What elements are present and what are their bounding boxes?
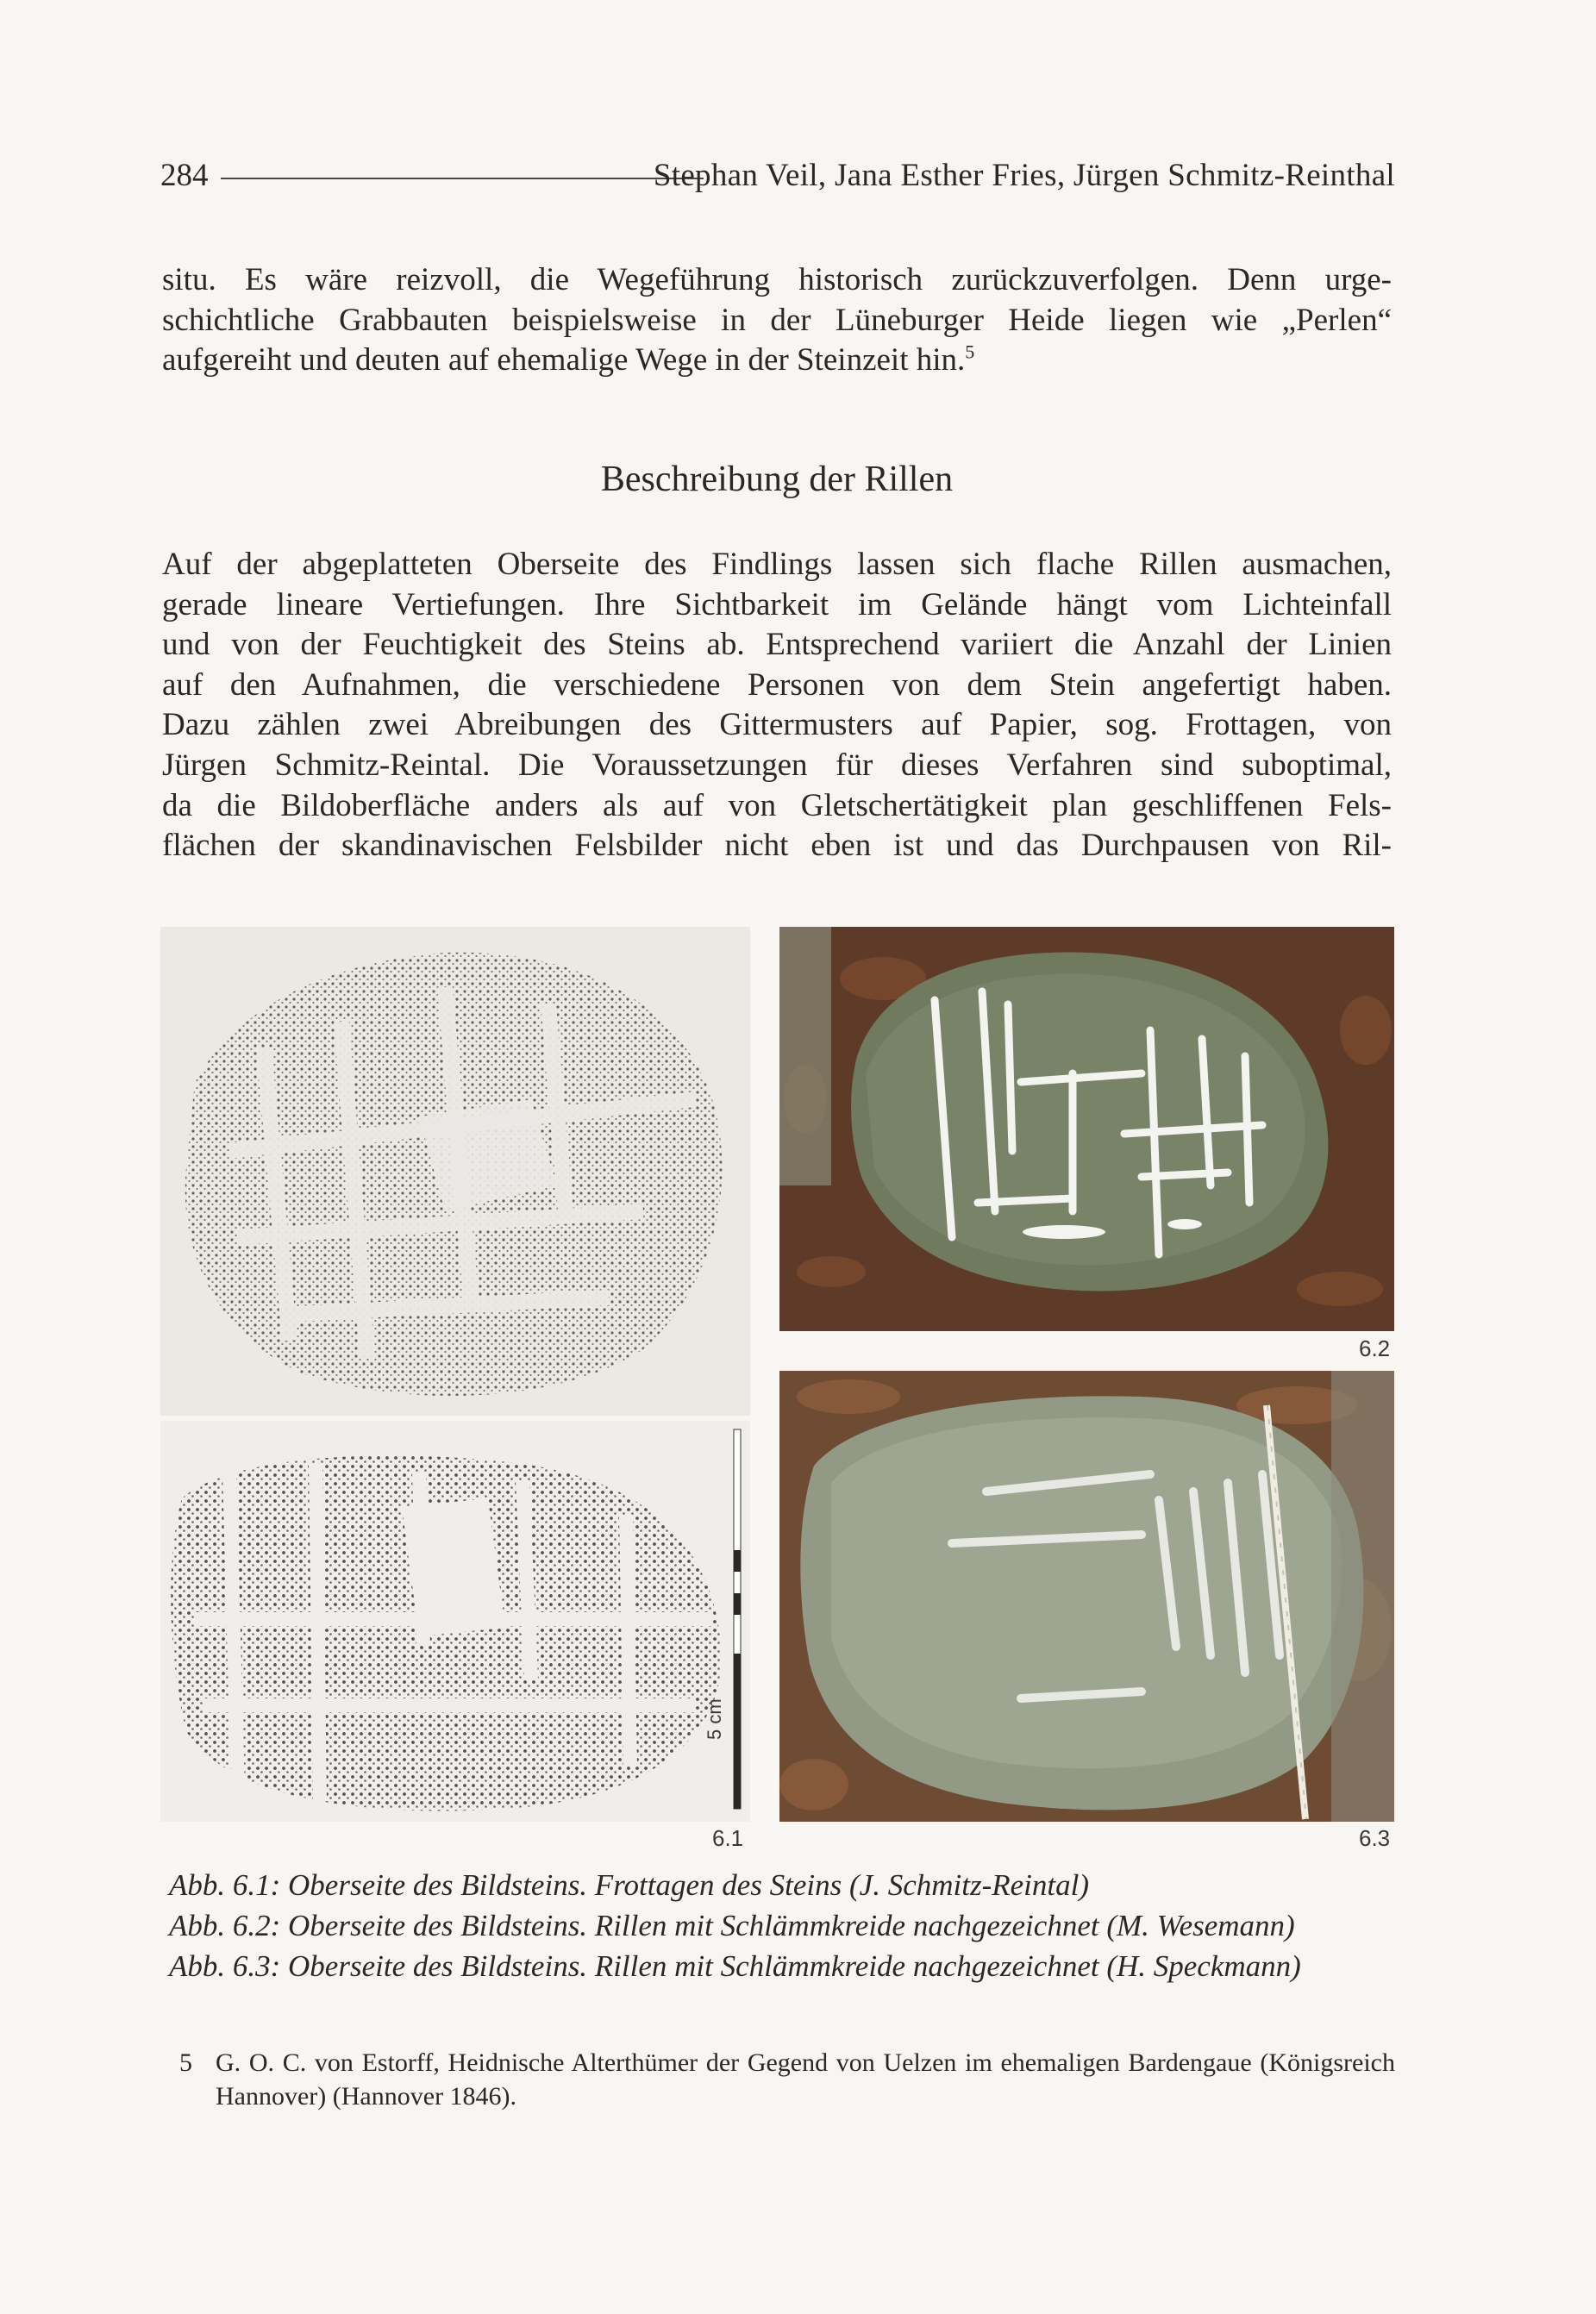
header-rule	[221, 178, 704, 179]
figure-6-1-frottage-top	[160, 927, 750, 1416]
page-number: 284	[160, 158, 209, 193]
scale-bar-label: 5 cm	[704, 1698, 725, 1740]
figure-6-2-label: 6.2	[1359, 1335, 1391, 1361]
caption-6-2: Abb. 6.2: Oberseite des Bildsteins. Rillen mit Schlämmkreide nachgezeichnet (M. Wesemann)	[169, 1909, 1295, 1942]
footnote-number: 5	[179, 2048, 192, 2077]
body-line: auf den Aufnahmen, die verschiedene Personen von dem Stein angefertigt haben.	[162, 666, 1392, 703]
figure-6-3-photo	[779, 1371, 1394, 1822]
intro-paragraph	[162, 260, 1392, 381]
intro-line: schichtliche Grabbauten beispielsweise in der Lüneburger Heide liegen wie „Perlen“	[162, 302, 1392, 338]
body-line: da die Bildoberfläche anders als auf von Gletschertätigkeit plan geschliffenen Fels-	[162, 787, 1392, 823]
body-line: Dazu zählen zwei Abreibungen des Gittermusters auf Papier, sog. Frottagen, von	[162, 707, 1392, 743]
intro-line-text: aufgereiht und deuten auf ehemalige Wege in der Steinzeit hin.	[162, 342, 966, 378]
caption-6-3: Abb. 6.3: Oberseite des Bildsteins. Rillen mit Schlämmkreide nachgezeichnet (H. Speckmann)	[169, 1949, 1301, 1983]
body-line: gerade lineare Vertiefungen. Ihre Sichtbarkeit im Gelände hängt vom Lichteinfall	[162, 586, 1392, 622]
figure-6-1-frottage-bottom	[160, 1421, 750, 1822]
body-line: flächen der skandinavischen Felsbilder nicht eben ist und das Durchpausen von Ril-	[162, 828, 1392, 864]
intro-line: situ. Es wäre reizvoll, die Wegeführung historisch zurückzuverfolgen. Denn urge-	[162, 262, 1392, 297]
body-line: und von der Feuchtigkeit des Steins ab. Entsprechend variiert die Anzahl der Linien	[162, 627, 1392, 663]
figure-6-3-label: 6.3	[1359, 1825, 1391, 1851]
section-title: Beschreibung der Rillen	[600, 460, 954, 499]
caption-6-1: Abb. 6.1: Oberseite des Bildsteins. Frottagen des Steins (J. Schmitz-Reintal)	[169, 1868, 1089, 1902]
intro-line-last	[162, 341, 1392, 381]
body-line: Jürgen Schmitz-Reintal. Die Voraussetzungen für dieses Verfahren sind suboptimal,	[162, 747, 1392, 783]
running-header	[160, 153, 1395, 205]
scale-bar	[734, 1429, 741, 1809]
figure-captions	[169, 1865, 1393, 1986]
footnote-reference[interactable]: 5	[965, 341, 975, 363]
body-paragraph	[162, 545, 1392, 866]
figure-6-2-photo	[779, 927, 1394, 1331]
footnote-text: G. O. C. von Estorff, Heidnische Alterthümer der Gegend von Uelzen im ehemaligen Bardengaue (Königsreich Hannover) (Hannover 1846).	[216, 2048, 1395, 2111]
figure-6-1-label: 6.1	[712, 1825, 744, 1851]
header-authors: Stephan Veil, Jana Esther Fries, Jürgen Schmitz-Reinthal	[653, 158, 1395, 193]
body-line: Auf der abgeplatteten Oberseite des Findlings lassen sich flache Rillen ausmachen,	[162, 547, 1392, 582]
